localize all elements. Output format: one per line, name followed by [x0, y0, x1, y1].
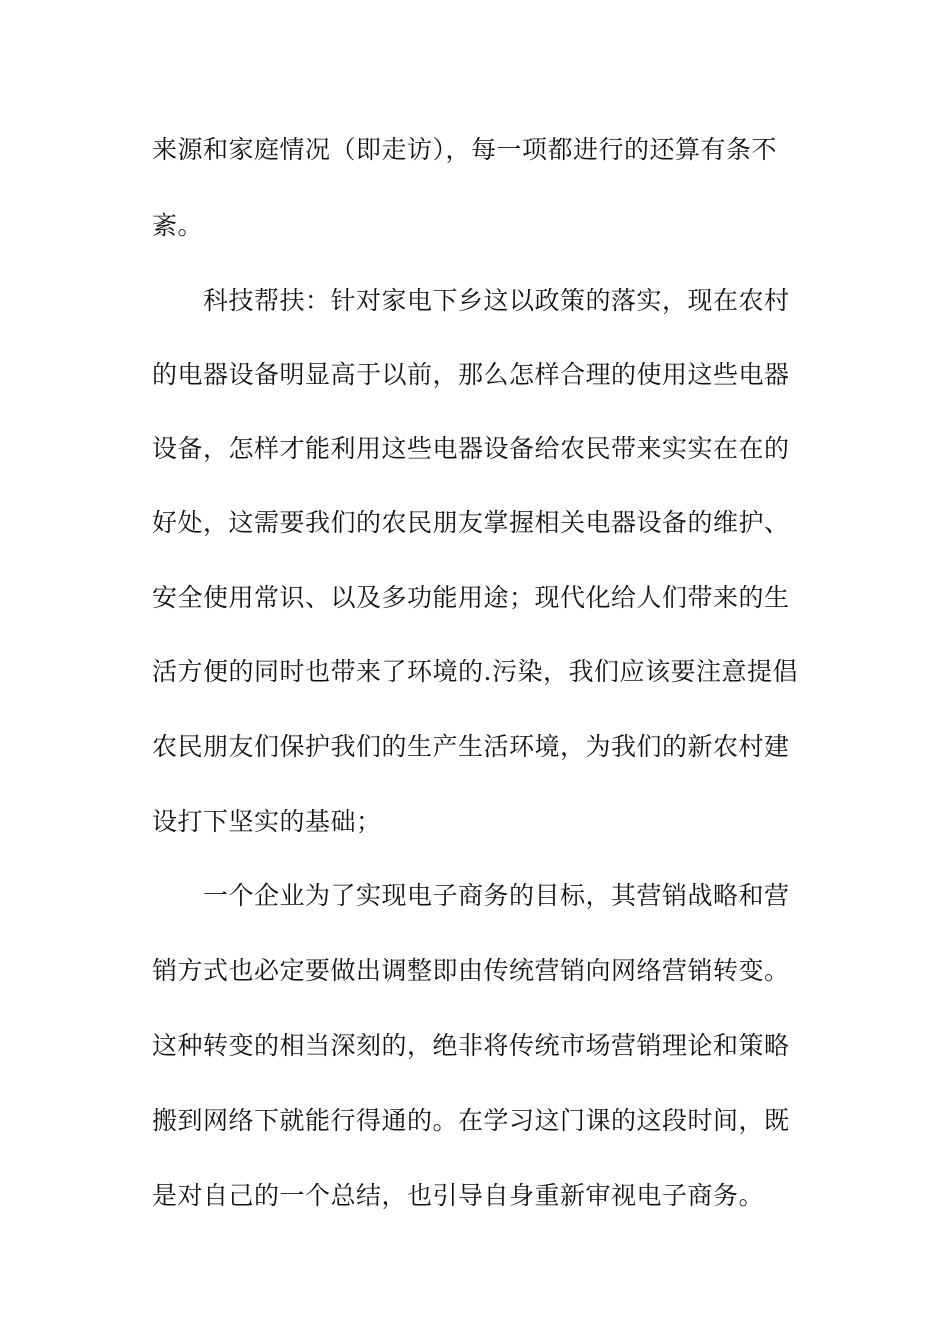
text-line: 销方式也必定要做出调整即由传统营销向网络营销转变。	[152, 956, 790, 985]
text-line: 是对自己的一个总结，也引导自身重新审视电子商务。	[152, 1181, 765, 1210]
paragraph-start-line: 科技帮扶：针对家电下乡这以政策的落实，现在农村	[203, 286, 790, 315]
text-line: 安全使用常识、以及多功能用途；现代化给人们带来的生	[152, 583, 790, 612]
paragraph-start-line: 一个企业为了实现电子商务的目标，其营销战略和营	[203, 881, 790, 910]
text-line: 活方便的同时也带来了环境的.污染，我们应该要注意提倡	[152, 657, 798, 686]
text-line: 设打下坚实的基础；	[152, 807, 382, 836]
text-line: 农民朋友们保护我们的生产生活环境，为我们的新农村建	[152, 732, 790, 761]
text-line: 的电器设备明显高于以前，那么怎样合理的使用这些电器	[152, 360, 790, 389]
text-line: 设备，怎样才能利用这些电器设备给农民带来实实在在的	[152, 434, 790, 463]
text-line: 好处，这需要我们的农民朋友掌握相关电器设备的维护、	[152, 508, 790, 537]
text-line: 来源和家庭情况（即走访），每一项都进行的还算有条不	[152, 135, 778, 164]
text-line: 紊。	[152, 211, 204, 240]
text-line: 这种转变的相当深刻的，绝非将传统市场营销理论和策略	[152, 1031, 790, 1060]
text-line: 搬到网络下就能行得通的。在学习这门课的这段时间，既	[152, 1106, 790, 1135]
